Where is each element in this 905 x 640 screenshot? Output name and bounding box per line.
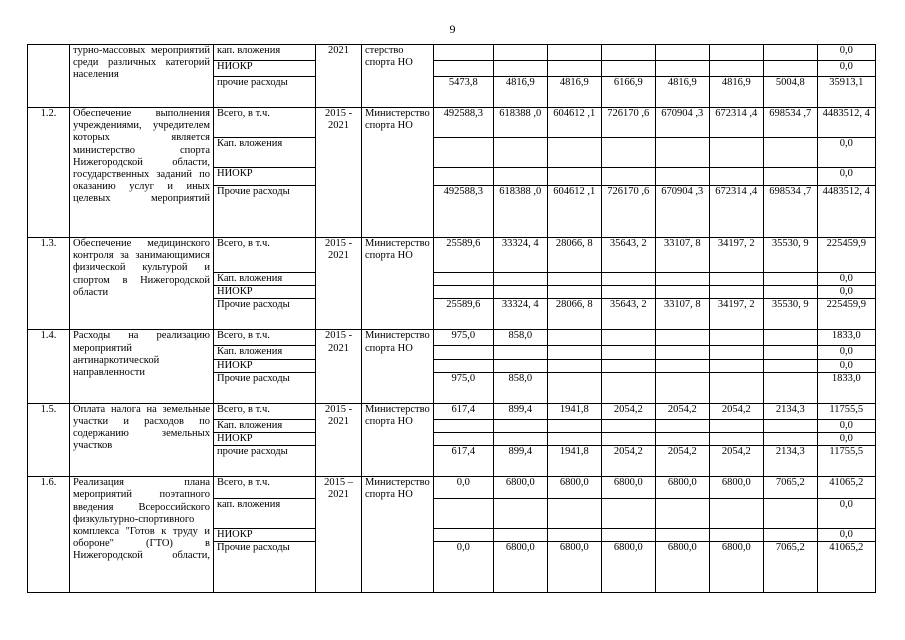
amount-cell (709, 433, 763, 446)
amount-cell (601, 346, 655, 359)
amount-cell (763, 419, 817, 432)
period-cell: 2021 (316, 45, 362, 108)
amount-cell (493, 168, 547, 186)
total-cell: 0,0 (817, 499, 875, 529)
total-cell: 11755,5 (817, 446, 875, 477)
amount-cell (547, 372, 601, 403)
expense-category: Всего, в т.ч. (214, 477, 316, 499)
amount-cell: 7065,2 (763, 477, 817, 499)
expense-category: Всего, в т.ч. (214, 238, 316, 273)
period-cell: 2015 - 2021 (316, 108, 362, 238)
amount-cell (547, 419, 601, 432)
amount-cell (655, 286, 709, 299)
amount-cell: 35530, 9 (763, 238, 817, 273)
amount-cell (547, 499, 601, 529)
amount-cell (547, 45, 601, 61)
amount-cell: 975,0 (433, 330, 493, 346)
total-cell: 0,0 (817, 61, 875, 77)
amount-cell (493, 45, 547, 61)
budget-table (27, 44, 876, 593)
amount-cell (709, 286, 763, 299)
page-number: 9 (449, 22, 456, 36)
amount-cell (547, 346, 601, 359)
amount-cell (763, 286, 817, 299)
total-cell: 35913,1 (817, 77, 875, 108)
period-cell: 2015 - 2021 (316, 403, 362, 476)
amount-cell (493, 138, 547, 168)
amount-cell (763, 330, 817, 346)
amount-cell: 2054,2 (709, 403, 763, 419)
amount-cell (547, 359, 601, 372)
amount-cell (601, 499, 655, 529)
amount-cell: 33324, 4 (493, 299, 547, 330)
total-cell: 4483512, 4 (817, 186, 875, 238)
table-row (28, 403, 876, 419)
executor-cell: Министерство спорта НО (362, 477, 434, 593)
amount-cell (493, 61, 547, 77)
amount-cell: 975,0 (433, 372, 493, 403)
expense-category: Всего, в т.ч. (214, 108, 316, 138)
amount-cell: 6800,0 (601, 542, 655, 593)
expense-category: Прочие расходы (214, 372, 316, 403)
expense-category: кап. вложения (214, 45, 316, 61)
amount-cell: 6800,0 (547, 542, 601, 593)
amount-cell: 28066, 8 (547, 299, 601, 330)
amount-cell (493, 419, 547, 432)
amount-cell: 33324, 4 (493, 238, 547, 273)
amount-cell (655, 433, 709, 446)
expense-category: Прочие расходы (214, 186, 316, 238)
amount-cell: 35643, 2 (601, 299, 655, 330)
amount-cell (547, 61, 601, 77)
section-description: Обеспечение выполнения учреждениями, учредителем которых является министерство спорта Нижегородской области, государственных заданий по оказанию услуг и иных целевых мероприятий (70, 108, 214, 238)
section-number: 1.4. (28, 330, 70, 403)
amount-cell (547, 330, 601, 346)
amount-cell (601, 273, 655, 286)
amount-cell (433, 168, 493, 186)
amount-cell: 6800,0 (601, 477, 655, 499)
amount-cell (601, 529, 655, 542)
amount-cell: 2054,2 (601, 403, 655, 419)
amount-cell: 35530, 9 (763, 299, 817, 330)
amount-cell (493, 273, 547, 286)
amount-cell: 4816,9 (655, 77, 709, 108)
amount-cell: 4816,9 (547, 77, 601, 108)
period-cell: 2015 - 2021 (316, 330, 362, 403)
amount-cell: 6800,0 (709, 542, 763, 593)
amount-cell: 899,4 (493, 446, 547, 477)
amount-cell: 2054,2 (655, 446, 709, 477)
expense-category: Кап. вложения (214, 419, 316, 432)
amount-cell (763, 45, 817, 61)
amount-cell (655, 346, 709, 359)
amount-cell (493, 529, 547, 542)
amount-cell (763, 359, 817, 372)
amount-cell: 604612 ,1 (547, 108, 601, 138)
amount-cell (547, 286, 601, 299)
expense-category: кап. вложения (214, 499, 316, 529)
executor-cell: Министерство спорта НО (362, 403, 434, 476)
executor-cell: Министерство спорта НО (362, 238, 434, 330)
amount-cell (655, 372, 709, 403)
total-cell: 11755,5 (817, 403, 875, 419)
total-cell: 0,0 (817, 138, 875, 168)
amount-cell (655, 45, 709, 61)
amount-cell (709, 273, 763, 286)
amount-cell: 2054,2 (709, 446, 763, 477)
table-row (28, 108, 876, 138)
total-cell: 0,0 (817, 529, 875, 542)
expense-category: прочие расходы (214, 77, 316, 108)
executor-cell: Министерство спорта НО (362, 108, 434, 238)
expense-category: Всего, в т.ч. (214, 403, 316, 419)
amount-cell (433, 346, 493, 359)
executor-cell: Министерство спорта НО (362, 330, 434, 403)
amount-cell: 6800,0 (493, 477, 547, 499)
amount-cell (709, 346, 763, 359)
amount-cell: 1941,8 (547, 446, 601, 477)
period-cell: 2015 - 2021 (316, 238, 362, 330)
amount-cell: 34197, 2 (709, 299, 763, 330)
expense-category: НИОКР (214, 529, 316, 542)
amount-cell (433, 286, 493, 299)
amount-cell (709, 138, 763, 168)
amount-cell: 0,0 (433, 542, 493, 593)
amount-cell (763, 433, 817, 446)
amount-cell (763, 273, 817, 286)
amount-cell (763, 138, 817, 168)
amount-cell: 672314 ,4 (709, 186, 763, 238)
amount-cell (763, 168, 817, 186)
amount-cell (763, 499, 817, 529)
expense-category: Кап. вложения (214, 273, 316, 286)
amount-cell (601, 138, 655, 168)
executor-cell: стерство спорта НО (362, 45, 434, 108)
total-cell: 0,0 (817, 346, 875, 359)
amount-cell: 617,4 (433, 446, 493, 477)
amount-cell (763, 61, 817, 77)
amount-cell (433, 138, 493, 168)
amount-cell (655, 138, 709, 168)
amount-cell: 7065,2 (763, 542, 817, 593)
amount-cell: 604612 ,1 (547, 186, 601, 238)
amount-cell: 618388 ,0 (493, 186, 547, 238)
total-cell: 0,0 (817, 433, 875, 446)
amount-cell (655, 168, 709, 186)
table-row (28, 238, 876, 273)
amount-cell: 1941,8 (547, 403, 601, 419)
amount-cell (601, 433, 655, 446)
amount-cell: 4816,9 (493, 77, 547, 108)
section-number: 1.2. (28, 108, 70, 238)
amount-cell (493, 346, 547, 359)
amount-cell: 33107, 8 (655, 238, 709, 273)
amount-cell (709, 45, 763, 61)
amount-cell: 28066, 8 (547, 238, 601, 273)
amount-cell (433, 499, 493, 529)
amount-cell (655, 273, 709, 286)
amount-cell (547, 529, 601, 542)
period-cell: 2015 – 2021 (316, 477, 362, 593)
total-cell: 0,0 (817, 168, 875, 186)
expense-category: прочие расходы (214, 446, 316, 477)
amount-cell (547, 168, 601, 186)
section-number (28, 45, 70, 108)
amount-cell: 4816,9 (709, 77, 763, 108)
amount-cell (655, 499, 709, 529)
amount-cell (547, 138, 601, 168)
amount-cell (601, 168, 655, 186)
amount-cell: 6800,0 (709, 477, 763, 499)
amount-cell (493, 433, 547, 446)
amount-cell (601, 419, 655, 432)
section-description: турно-массовых мероприятий среди различных категорий населения (70, 45, 214, 108)
amount-cell: 35643, 2 (601, 238, 655, 273)
amount-cell (601, 286, 655, 299)
amount-cell: 6800,0 (547, 477, 601, 499)
amount-cell: 6800,0 (655, 542, 709, 593)
amount-cell (433, 419, 493, 432)
amount-cell: 2134,3 (763, 403, 817, 419)
table-row (28, 45, 876, 61)
section-description: Расходы на реализацию мероприятий антинаркотической направленности (70, 330, 214, 403)
amount-cell (709, 330, 763, 346)
amount-cell (433, 61, 493, 77)
amount-cell (601, 45, 655, 61)
amount-cell: 6800,0 (655, 477, 709, 499)
amount-cell: 618388 ,0 (493, 108, 547, 138)
total-cell: 0,0 (817, 359, 875, 372)
amount-cell: 858,0 (493, 330, 547, 346)
amount-cell (709, 372, 763, 403)
amount-cell: 5004,8 (763, 77, 817, 108)
expense-category: НИОКР (214, 168, 316, 186)
amount-cell: 2134,3 (763, 446, 817, 477)
amount-cell (763, 372, 817, 403)
total-cell: 225459,9 (817, 299, 875, 330)
amount-cell (763, 346, 817, 359)
amount-cell: 5473,8 (433, 77, 493, 108)
total-cell: 1833,0 (817, 330, 875, 346)
amount-cell (601, 61, 655, 77)
section-description: Реализация плана мероприятий поэтапного введения Всероссийского физкультурно-спортивного комплекса "Готов к труду и обороне" (ГТО) в Нижегородской области, (70, 477, 214, 593)
amount-cell: 33107, 8 (655, 299, 709, 330)
amount-cell (433, 529, 493, 542)
expense-category: Кап. вложения (214, 138, 316, 168)
amount-cell (655, 359, 709, 372)
amount-cell (655, 529, 709, 542)
table-row (28, 477, 876, 499)
total-cell: 1833,0 (817, 372, 875, 403)
expense-category: Прочие расходы (214, 299, 316, 330)
amount-cell (655, 61, 709, 77)
amount-cell (547, 433, 601, 446)
amount-cell: 858,0 (493, 372, 547, 403)
amount-cell (601, 359, 655, 372)
amount-cell: 726170 ,6 (601, 186, 655, 238)
amount-cell (433, 45, 493, 61)
expense-category: Прочие расходы (214, 542, 316, 593)
amount-cell: 670904 ,3 (655, 108, 709, 138)
amount-cell: 2054,2 (601, 446, 655, 477)
amount-cell (655, 330, 709, 346)
expense-category: НИОКР (214, 359, 316, 372)
section-number: 1.3. (28, 238, 70, 330)
section-number: 1.6. (28, 477, 70, 593)
total-cell: 0,0 (817, 273, 875, 286)
amount-cell (547, 273, 601, 286)
amount-cell (655, 419, 709, 432)
amount-cell: 698534 ,7 (763, 186, 817, 238)
amount-cell: 492588,3 (433, 186, 493, 238)
amount-cell: 672314 ,4 (709, 108, 763, 138)
amount-cell: 25589,6 (433, 238, 493, 273)
amount-cell: 6166,9 (601, 77, 655, 108)
amount-cell (493, 359, 547, 372)
total-cell: 41065,2 (817, 477, 875, 499)
amount-cell (709, 529, 763, 542)
amount-cell (709, 61, 763, 77)
amount-cell (601, 372, 655, 403)
section-description: Оплата налога на земельные участки и расходов по содержанию земельных участков (70, 403, 214, 476)
expense-category: Кап. вложения (214, 346, 316, 359)
total-cell: 0,0 (817, 286, 875, 299)
total-cell: 225459,9 (817, 238, 875, 273)
table-row (28, 330, 876, 346)
total-cell: 4483512, 4 (817, 108, 875, 138)
amount-cell (433, 433, 493, 446)
amount-cell (601, 330, 655, 346)
total-cell: 0,0 (817, 419, 875, 432)
expense-category: НИОКР (214, 286, 316, 299)
total-cell: 41065,2 (817, 542, 875, 593)
amount-cell (493, 499, 547, 529)
amount-cell (433, 273, 493, 286)
amount-cell: 0,0 (433, 477, 493, 499)
section-description: Обеспечение медицинского контроля за занимающимися физической культурой и спортом в Нижегородской области (70, 238, 214, 330)
amount-cell (433, 359, 493, 372)
amount-cell: 25589,6 (433, 299, 493, 330)
expense-category: Всего, в т.ч. (214, 330, 316, 346)
amount-cell (709, 419, 763, 432)
total-cell: 0,0 (817, 45, 875, 61)
amount-cell (709, 168, 763, 186)
amount-cell (709, 359, 763, 372)
amount-cell (763, 529, 817, 542)
amount-cell: 492588,3 (433, 108, 493, 138)
amount-cell: 670904 ,3 (655, 186, 709, 238)
amount-cell: 899,4 (493, 403, 547, 419)
amount-cell: 2054,2 (655, 403, 709, 419)
section-number: 1.5. (28, 403, 70, 476)
amount-cell: 6800,0 (493, 542, 547, 593)
amount-cell (493, 286, 547, 299)
amount-cell: 617,4 (433, 403, 493, 419)
amount-cell: 698534 ,7 (763, 108, 817, 138)
amount-cell (709, 499, 763, 529)
amount-cell: 34197, 2 (709, 238, 763, 273)
amount-cell: 726170 ,6 (601, 108, 655, 138)
expense-category: НИОКР (214, 433, 316, 446)
expense-category: НИОКР (214, 61, 316, 77)
